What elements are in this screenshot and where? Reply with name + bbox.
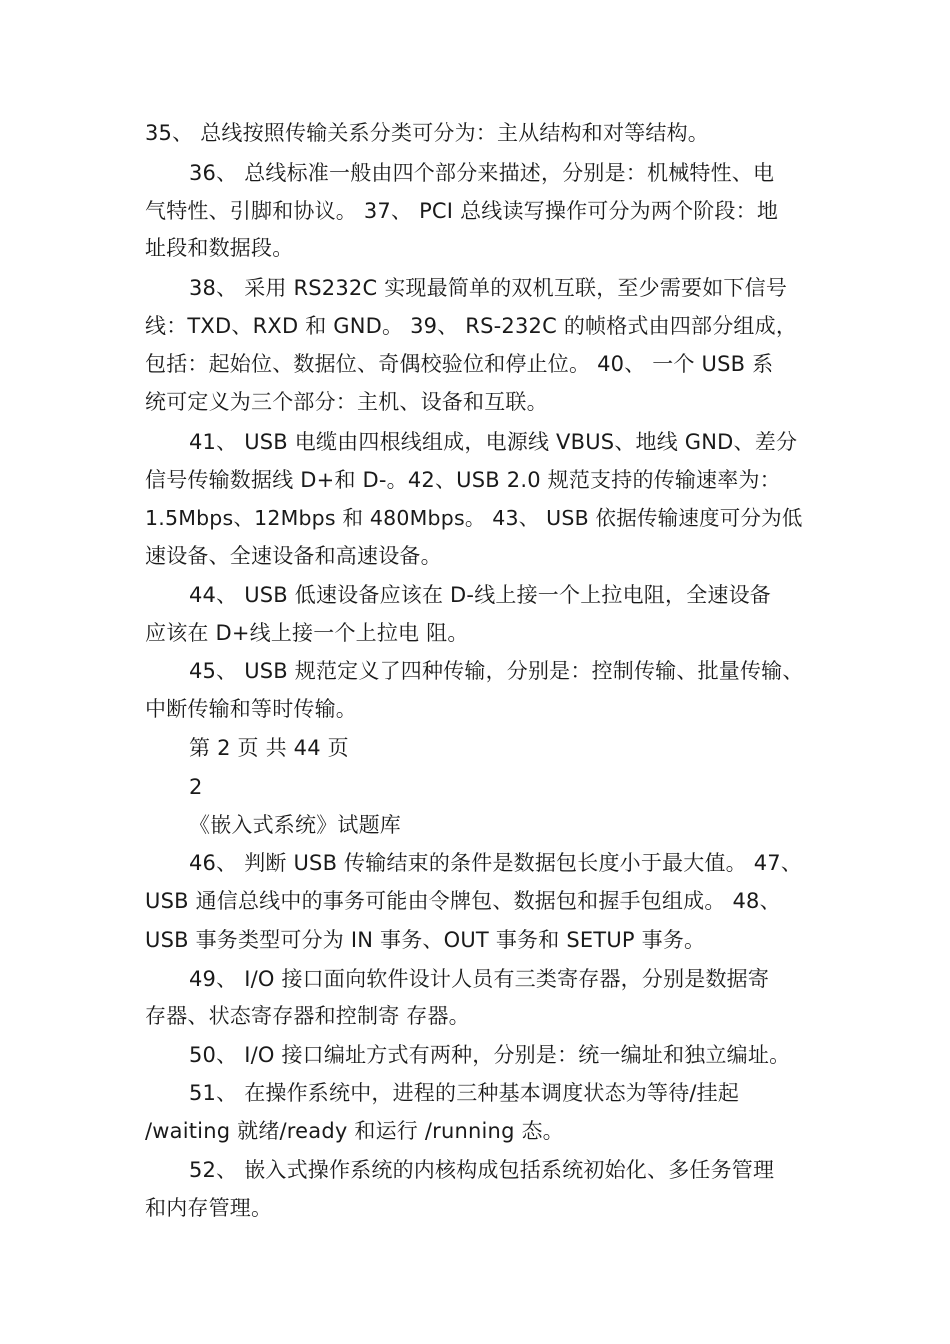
text-line: USB 事务类型可分为 IN 事务、OUT 事务和 SETUP 事务。 <box>145 928 706 952</box>
text-line: 线：TXD、RXD 和 GND。 39、 RS-232C 的帧格式由四部分组成， <box>145 314 798 338</box>
text-line: /waiting 就绪/ready 和运行 /running 态。 <box>145 1119 564 1143</box>
page-header: 《嵌入式系统》试题库 <box>189 813 401 837</box>
text-line: 49、 I/O 接口面向软件设计人员有三类寄存器，分别是数据寄 <box>189 967 770 991</box>
text-line: USB 通信总线中的事务可能由令牌包、数据包和握手包组成。 48、 <box>145 889 781 913</box>
text-line: 52、 嵌入式操作系统的内核构成包括系统初始化、多任务管理 <box>189 1158 775 1182</box>
text-line: 1.5Mbps、12Mbps 和 480Mbps。 43、 USB 依据传输速度可分为低 <box>145 506 803 530</box>
text-line: 应该在 D+线上接一个上拉电 阻。 <box>145 621 469 645</box>
text-line: 址段和数据段。 <box>145 236 294 260</box>
text-line: 35、 总线按照传输关系分类可分为：主从结构和对等结构。 <box>145 121 709 145</box>
text-line: 中断传输和等时传输。 <box>145 697 357 721</box>
text-line: 和内存管理。 <box>145 1196 273 1220</box>
text-line: 38、 采用 RS232C 实现最简单的双机互联，至少需要如下信号 <box>189 276 788 300</box>
text-line: 气特性、引脚和协议。 37、 PCI 总线读写操作可分为两个阶段：地 <box>145 199 779 223</box>
text-line: 包括：起始位、数据位、奇偶校验位和停止位。 40、 一个 USB 系 <box>145 352 774 376</box>
page-number: 2 <box>189 775 203 799</box>
text-line: 统可定义为三个部分：主机、设备和互联。 <box>145 390 548 414</box>
text-line: 速设备、全速设备和高速设备。 <box>145 544 442 568</box>
text-line: 51、 在操作系统中，进程的三种基本调度状态为等待/挂起 <box>189 1081 740 1105</box>
text-line: 信号传输数据线 D+和 D-。42、USB 2.0 规范支持的传输速率为： <box>145 468 781 492</box>
text-line: 41、 USB 电缆由四根线组成，电源线 VBUS、地线 GND、差分 <box>189 430 798 454</box>
page-footer: 第 2 页 共 44 页 <box>189 736 349 760</box>
text-line: 存器、状态寄存器和控制寄 存器。 <box>145 1004 470 1028</box>
text-line: 46、 判断 USB 传输结束的条件是数据包长度小于最大值。 47、 <box>189 851 803 875</box>
text-line: 36、 总线标准一般由四个部分来描述，分别是：机械特性、电 <box>189 161 775 185</box>
text-line: 45、 USB 规范定义了四种传输，分别是：控制传输、批量传输、 <box>189 659 804 683</box>
text-line: 50、 I/O 接口编址方式有两种，分别是：统一编址和独立编址。 <box>189 1043 791 1067</box>
text-line: 44、 USB 低速设备应该在 D-线上接一个上拉电阻，全速设备 <box>189 583 772 607</box>
